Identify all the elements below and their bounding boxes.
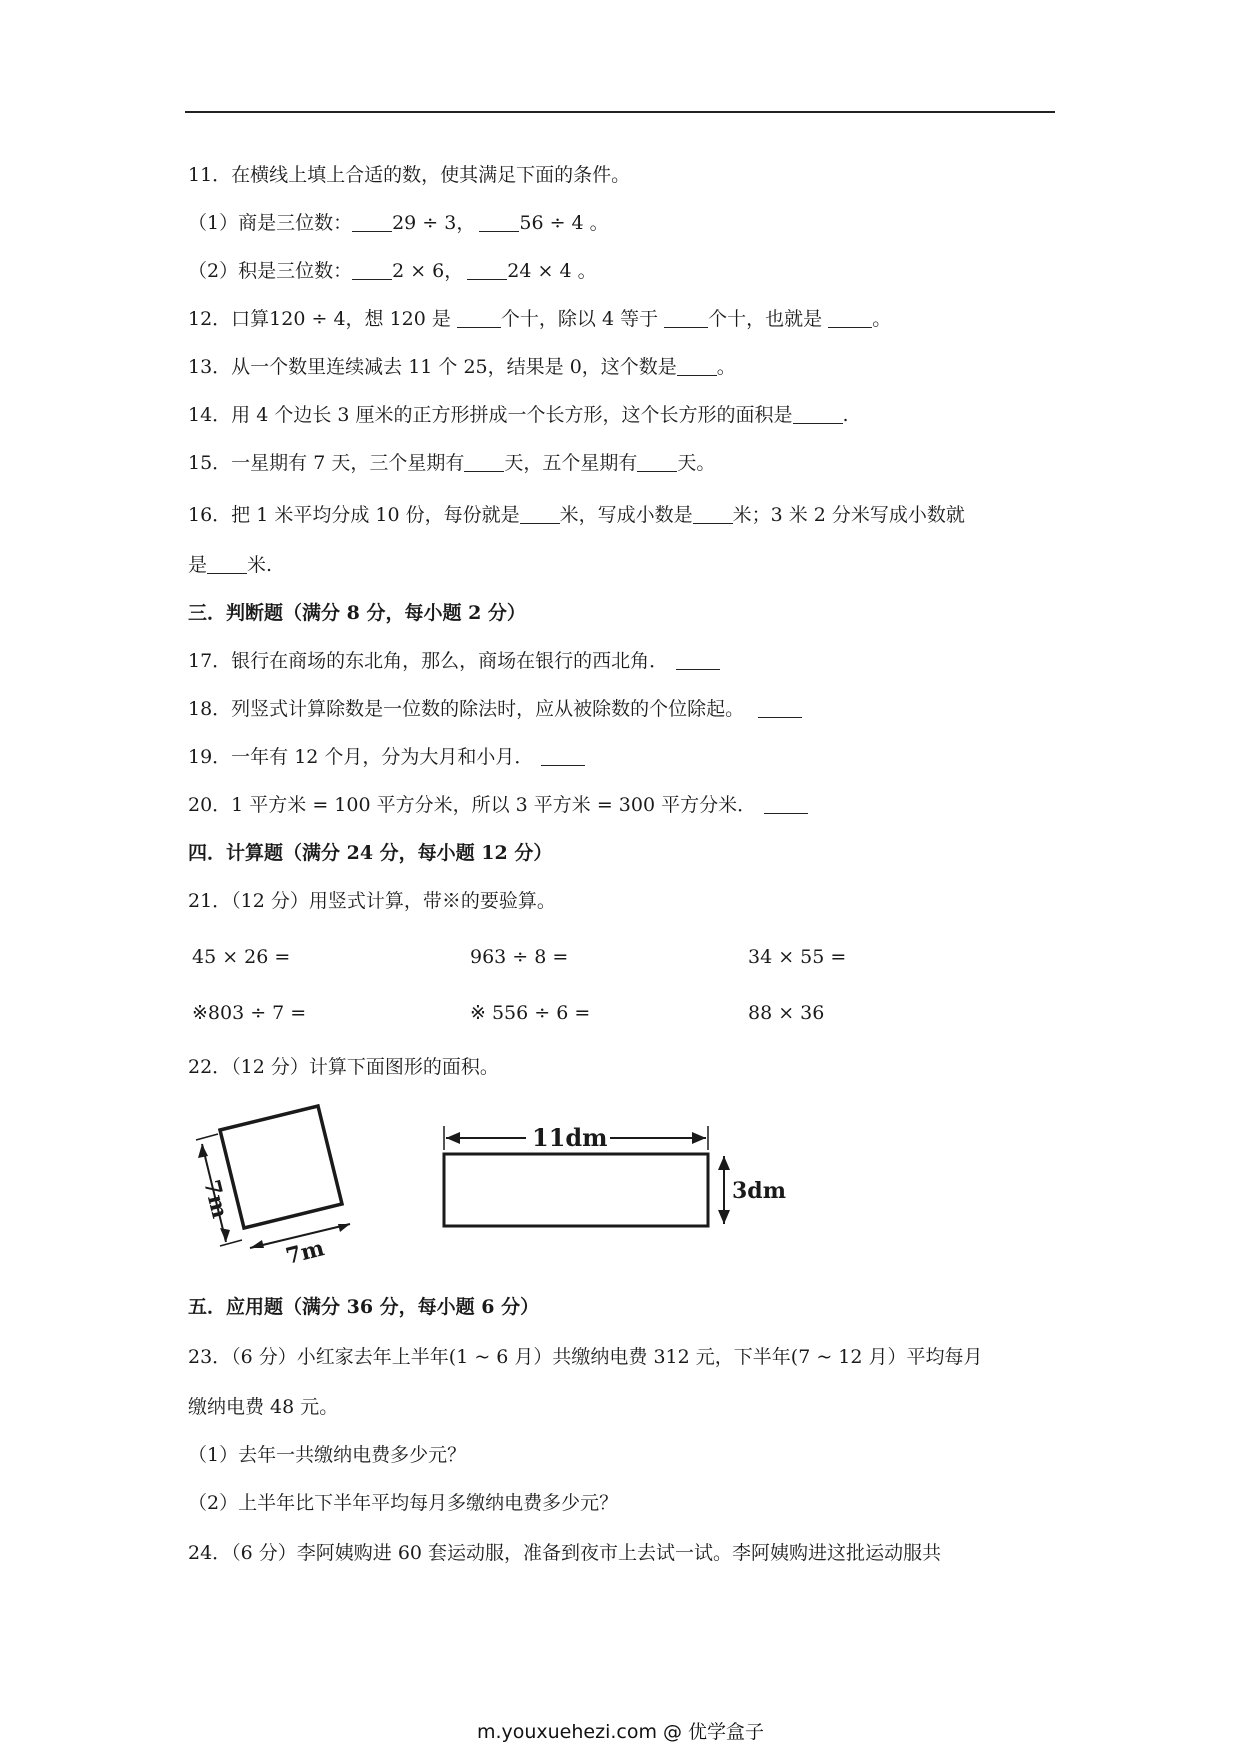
answer-blank[interactable] <box>828 309 872 328</box>
answer-blank[interactable] <box>457 309 501 328</box>
answer-blank[interactable] <box>352 213 392 232</box>
section3-heading: 三．判断题（满分 8 分，每小题 2 分） <box>188 602 526 624</box>
square-side-label: 7m <box>198 1177 233 1221</box>
q17: 17．银行在商场的东北角，那么，商场在银行的西北角． <box>188 649 720 673</box>
answer-blank[interactable] <box>677 357 717 376</box>
answer-blank[interactable] <box>764 795 808 814</box>
answer-blank[interactable] <box>541 747 585 766</box>
calc-item: ※ 556 ÷ 6 = <box>470 1002 591 1024</box>
answer-blank[interactable] <box>637 453 677 472</box>
q23-line2: 缴纳电费 48 元。 <box>188 1396 339 1418</box>
square-side-label: 7m <box>283 1235 327 1270</box>
q11-title: 11．在横线上填上合适的数，使其满足下面的条件。 <box>188 164 631 186</box>
q11-part1: （1）商是三位数： 29 ÷ 3， 56 ÷ 4 。 <box>188 212 609 234</box>
calc-item: 963 ÷ 8 = <box>470 946 569 968</box>
rect-width-label: 3dm <box>732 1178 786 1204</box>
q20: 20．1 平方米 = 100 平方分米，所以 3 平方米 = 300 平方分米． <box>188 793 808 817</box>
arrow-head-icon <box>718 1210 730 1224</box>
q23-sub1: （1）去年一共缴纳电费多少元？ <box>188 1444 467 1466</box>
rect-length-label: 11dm <box>532 1123 608 1152</box>
q21-title: 21．（12 分）用竖式计算，带※的要验算。 <box>188 890 556 912</box>
rectangle-shape <box>444 1154 708 1226</box>
q14: 14．用 4 个边长 3 厘米的正方形拼成一个长方形，这个长方形的面积是 . <box>188 404 849 426</box>
q24: 24．（6 分）李阿姨购进 60 套运动服，准备到夜市上去试一试。李阿姨购进这批运动服共 <box>188 1542 942 1564</box>
answer-blank[interactable] <box>520 505 560 524</box>
header-rule <box>185 111 1055 113</box>
calc-item: ※803 ÷ 7 = <box>192 1002 307 1024</box>
q18: 18．列竖式计算除数是一位数的除法时，应从被除数的个位除起。 <box>188 697 802 721</box>
section5-heading: 五．应用题（满分 36 分，每小题 6 分） <box>188 1296 540 1318</box>
extension-line <box>220 1240 242 1246</box>
q23-line1: 23．（6 分）小红家去年上半年(1 ~ 6 月）共缴纳电费 312 元，下半年(7 ~ 12 月）平均每月 <box>188 1346 983 1368</box>
q22-title: 22．（12 分）计算下面图形的面积。 <box>188 1056 499 1078</box>
arrow-head-icon <box>198 1144 208 1158</box>
square-shape <box>220 1106 342 1228</box>
extension-line <box>196 1134 218 1140</box>
arrow-head-icon <box>718 1156 730 1170</box>
footer-source: m.youxuehezi.com @ 优学盒子 <box>476 1721 765 1743</box>
arrow-head-icon <box>250 1240 264 1248</box>
q19: 19．一年有 12 个月，分为大月和小月． <box>188 745 585 769</box>
answer-blank[interactable] <box>207 555 247 574</box>
calc-item: 45 × 26 = <box>192 946 291 968</box>
calc-item: 34 × 55 = <box>748 946 847 968</box>
section4-heading: 四．计算题（满分 24 分，每小题 12 分） <box>188 842 553 864</box>
answer-blank[interactable] <box>464 453 504 472</box>
answer-blank[interactable] <box>467 261 507 280</box>
calc-item: 88 × 36 <box>748 1002 825 1024</box>
rectangle-figure <box>440 1120 800 1250</box>
answer-blank[interactable] <box>758 699 802 718</box>
square-figure <box>190 1100 370 1270</box>
answer-blank[interactable] <box>676 651 720 670</box>
q11-part2: （2）积是三位数： 2 × 6， 24 × 4 。 <box>188 260 597 282</box>
arrow-head-icon <box>338 1224 350 1232</box>
answer-blank[interactable] <box>479 213 519 232</box>
q12: 12．口算120 ÷ 4，想 120 是 个十，除以 4 等于 个十，也就是 。 <box>188 308 892 330</box>
answer-blank[interactable] <box>793 405 843 424</box>
q16-line2: 是 米. <box>188 554 273 576</box>
answer-blank[interactable] <box>664 309 708 328</box>
q16-line1: 16．把 1 米平均分成 10 份，每份就是 米，写成小数是 米；3 米 2 分米写成小数就 <box>188 504 965 526</box>
answer-blank[interactable] <box>693 505 733 524</box>
q23-sub2: （2）上半年比下半年平均每月多缴纳电费多少元？ <box>188 1492 619 1514</box>
answer-blank[interactable] <box>352 261 392 280</box>
q15: 15．一星期有 7 天，三个星期有 天，五个星期有 天。 <box>188 452 716 474</box>
arrow-head-icon <box>692 1132 706 1144</box>
arrow-head-icon <box>446 1132 460 1144</box>
q13: 13．从一个数里连续减去 11 个 25，结果是 0，这个数是 。 <box>188 356 736 378</box>
